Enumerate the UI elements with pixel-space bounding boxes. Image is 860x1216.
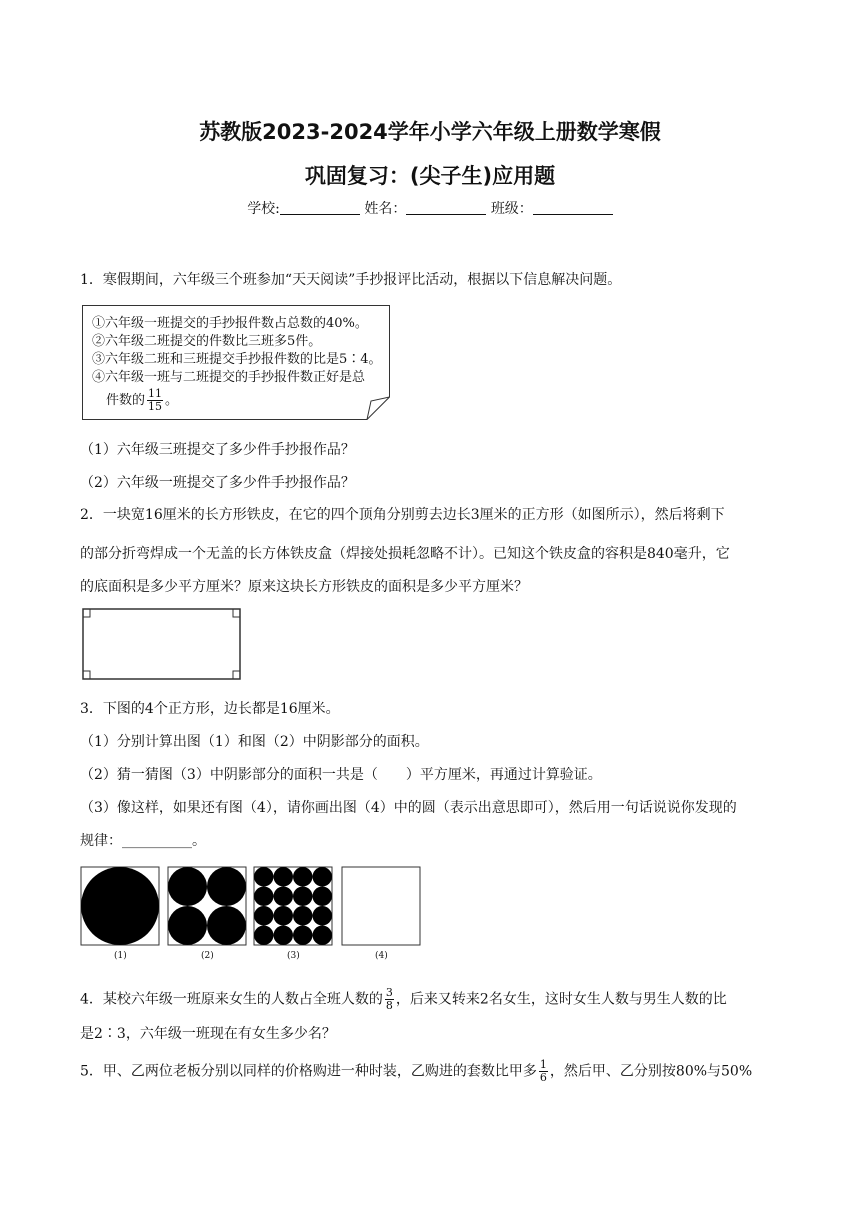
- q5-text-b: ，然后甲、乙分别按80%与50%: [549, 1063, 753, 1080]
- fig-label-2: (2): [201, 951, 214, 961]
- small-circle: [313, 867, 333, 887]
- note-1: ①六年级一班提交的手抄报件数占总数的40%。: [92, 316, 368, 331]
- fraction-numerator: 3: [385, 986, 393, 999]
- small-circle: [293, 906, 313, 926]
- note-2: ②六年级二班提交的件数比三班多5件。: [92, 334, 322, 349]
- q5-fraction: [539, 1059, 548, 1084]
- small-circle: [293, 926, 313, 946]
- small-circle: [274, 926, 294, 946]
- small-circle: [293, 867, 313, 887]
- small-circle: [313, 887, 333, 907]
- student-info: [0, 198, 860, 218]
- q5-line-1: [80, 1059, 785, 1084]
- q4-text-a: 4．某校六年级一班原来女生的人数占全班人数的: [80, 991, 383, 1008]
- q3-sub-1: （1）分别计算出图（1）和图（2）中阴影部分的面积。: [80, 734, 429, 750]
- square-4: [342, 867, 420, 945]
- name-label: 姓名：: [364, 201, 407, 217]
- fraction-numerator: 1: [539, 1058, 547, 1071]
- small-circle: [293, 887, 313, 907]
- title-line-2: 巩固复习：(尖子生)应用题: [304, 164, 556, 188]
- small-circle: [254, 867, 274, 887]
- q3-sub-3a: （3）像这样，如果还有图（4），请你画出图（4）中的圆（表示出意思即可），然后用一句话说说你发现的: [80, 800, 737, 816]
- small-circle: [274, 906, 294, 926]
- fraction-denominator: 8: [385, 999, 393, 1012]
- fraction-denominator: 6: [539, 1071, 547, 1084]
- note-4-continued: [106, 388, 178, 413]
- q3-sub-3b: 规律：__________。: [80, 833, 206, 849]
- q1-sub-1: （1）六年级三班提交了多少件手抄报作品？: [80, 442, 355, 458]
- fig-label-4: (4): [375, 951, 388, 961]
- small-circle: [254, 926, 274, 946]
- note-4-end: 。: [165, 393, 179, 408]
- q4-fraction: [385, 987, 394, 1012]
- small-circle: [313, 906, 333, 926]
- q3-sub-2: （2）猜一猜图（3）中阴影部分的面积一共是（ ）平方厘米，再通过计算验证。: [80, 767, 602, 783]
- q1-text: 1．寒假期间，六年级三个班参加“天天阅读”手抄报评比活动，根据以下信息解决问题。: [80, 272, 622, 288]
- q4-line-2: 是2∶3，六年级一班现在有女生多少名？: [80, 1026, 336, 1042]
- class-label: 班级：: [490, 201, 533, 217]
- small-circle: [254, 887, 274, 907]
- fig-label-1: (1): [114, 951, 127, 961]
- fraction-numerator: 11: [148, 387, 163, 400]
- small-circle: [313, 926, 333, 946]
- school-label: 学校:: [247, 201, 280, 217]
- q3-squares-figure: [80, 866, 422, 948]
- q2-line-3: 的底面积是多少平方厘米？原来这块长方形铁皮的面积是多少平方厘米？: [80, 579, 528, 595]
- school-blank[interactable]: [280, 200, 360, 215]
- class-blank[interactable]: [533, 200, 613, 215]
- note-fraction: [147, 388, 163, 413]
- q2-sheet-figure: [82, 608, 242, 681]
- title-line-1: 苏教版2023-2024学年小学六年级上册数学寒假: [199, 120, 661, 144]
- name-blank[interactable]: [406, 200, 486, 215]
- small-circle: [274, 887, 294, 907]
- q4-line-1: [80, 987, 785, 1012]
- note-4-prefix: 件数的: [106, 393, 146, 408]
- small-circle: [254, 906, 274, 926]
- q4-text-b: ，后来又转来2名女生，这时女生人数与男生人数的比: [395, 991, 727, 1008]
- note-4: ④六年级一班与二班提交的手抄报件数正好是总: [92, 370, 366, 385]
- circle-fig-1: [81, 867, 159, 945]
- square-3: [254, 867, 332, 945]
- fraction-denominator: 15: [148, 400, 163, 413]
- q5-text-a: 5．甲、乙两位老板分别以同样的价格购进一种时装，乙购进的套数比甲多: [80, 1063, 537, 1080]
- q3-line-1: 3．下图的4个正方形，边长都是16厘米。: [80, 701, 340, 717]
- q1-sub-2: （2）六年级一班提交了多少件手抄报作品？: [80, 475, 355, 491]
- q2-line-1: 2．一块宽16厘米的长方形铁皮，在它的四个顶角分别剪去边长3厘米的正方形（如图所示），然后将剩下: [80, 507, 725, 523]
- note-3: ③六年级二班和三班提交手抄报件数的比是5∶4。: [92, 352, 382, 367]
- q2-line-2: 的部分折弯焊成一个无盖的长方体铁皮盒（焊接处损耗忽略不计）。已知这个铁皮盒的容积是840毫升，它: [80, 546, 730, 562]
- square-2: [168, 867, 246, 945]
- small-circle: [274, 867, 294, 887]
- fig-label-3: (3): [287, 951, 300, 961]
